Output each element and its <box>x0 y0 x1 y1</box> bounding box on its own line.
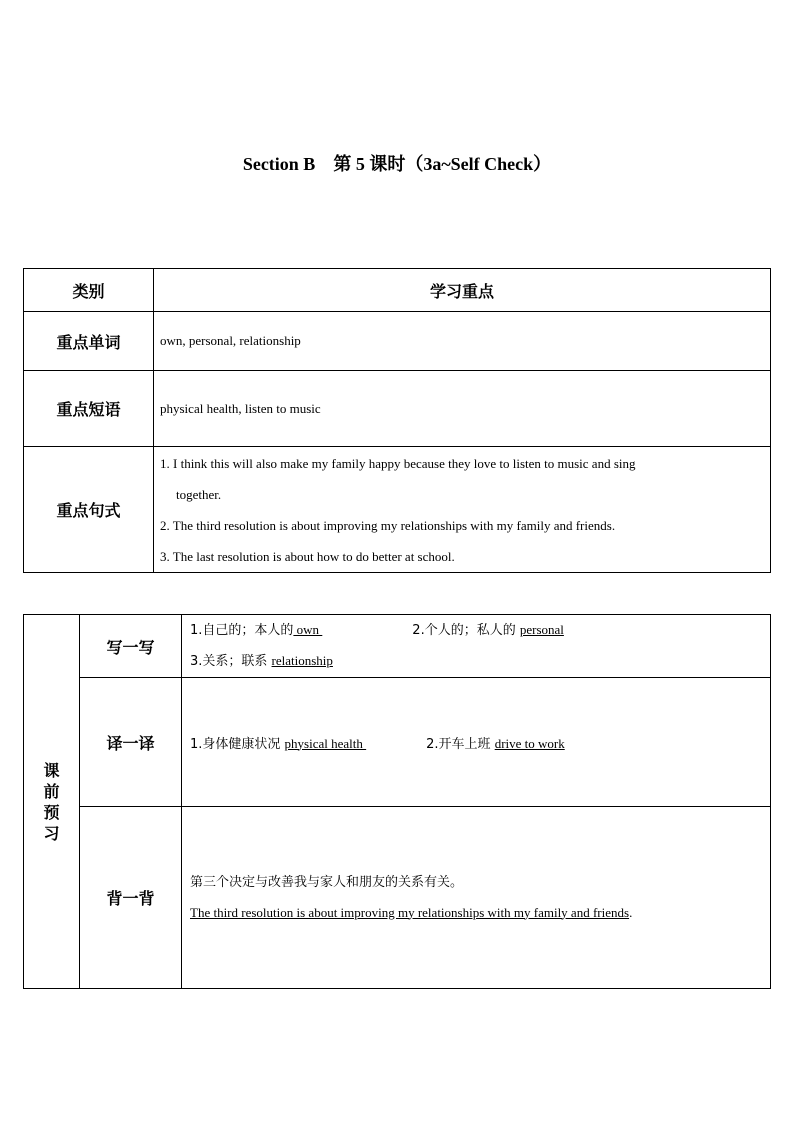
recite-label: 背一背 <box>80 807 182 989</box>
page-title: Section B 第 5 课时（3a~Self Check） <box>242 154 552 174</box>
header-focus: 学习重点 <box>154 269 771 312</box>
preview-side-label: 课 前 预 习 <box>24 615 80 989</box>
sentence-1-cont: together. <box>176 486 222 502</box>
recite-english: The third resolution is about improving my relationships with my family and friends <box>190 904 630 920</box>
answer-own: own <box>293 622 323 637</box>
write-body: 1.自己的；本人的 own 2.个人的；私人的 personal 3.关系；联系 relationship <box>182 615 771 678</box>
row-label-sentences: 重点句式 <box>24 447 154 573</box>
row-label-words: 重点单词 <box>24 312 154 371</box>
row-content-sentences <box>154 447 771 573</box>
sentence-1: 1. I think this will also make my family happy because they love to listen to music and sing <box>160 455 636 471</box>
focus-table <box>23 268 771 573</box>
answer-physical-health: physical health <box>284 735 367 751</box>
write-label: 写一写 <box>80 615 182 678</box>
translate-body: 1.身体健康状况 physical health 2.开车上班 drive to work <box>182 678 771 807</box>
sentence-2: 2. The third resolution is about improving my relationships with my family and friends. <box>160 517 616 533</box>
recite-chinese: 第三个决定与改善我与家人和朋友的关系有关。 <box>190 874 464 890</box>
row-content-words: own, personal, relationship <box>154 312 771 371</box>
recite-body: 第三个决定与改善我与家人和朋友的关系有关。 The third resolution is about improving my relationships with my family and friends. <box>182 807 771 989</box>
header-category: 类别 <box>24 269 154 312</box>
answer-personal: personal <box>519 622 564 637</box>
preview-table <box>23 614 771 989</box>
sentence-3: 3. The last resolution is about how to do better at school. <box>160 548 455 564</box>
answer-drive-to-work: drive to work <box>494 735 565 751</box>
row-label-phrases: 重点短语 <box>24 371 154 447</box>
answer-relationship: relationship <box>271 653 333 668</box>
row-content-phrases: physical health, listen to music <box>154 371 771 447</box>
translate-label: 译一译 <box>80 678 182 807</box>
